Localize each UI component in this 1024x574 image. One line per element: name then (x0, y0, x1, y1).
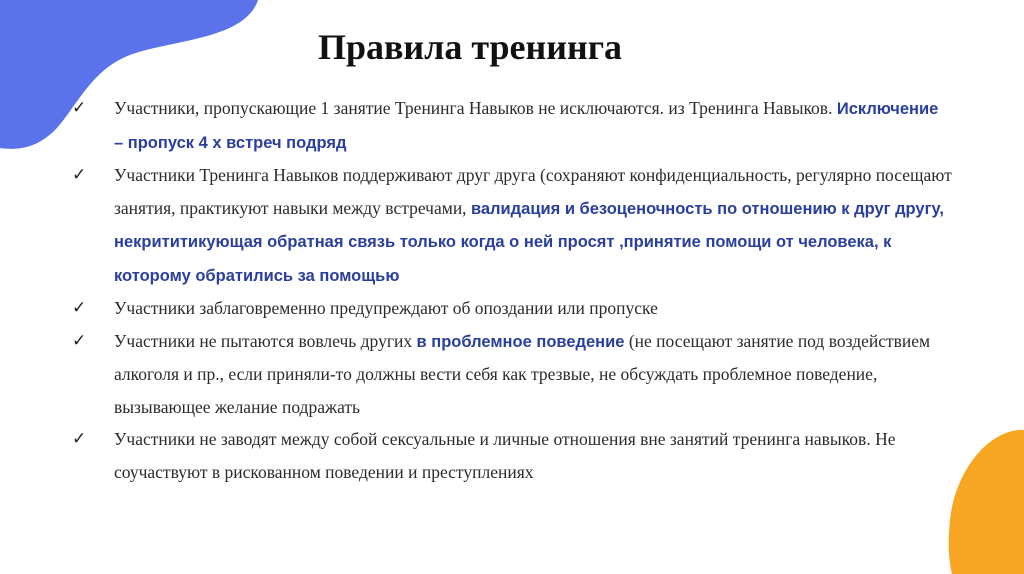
list-item (72, 325, 952, 424)
orange-blob-shape (949, 430, 1024, 574)
check-icon: ✓ (72, 165, 87, 185)
check-icon: ✓ (72, 330, 87, 351)
rule-highlight: Исключение – пропуск 4 х встреч подряд (114, 100, 939, 152)
list-item (72, 159, 952, 292)
rules-list (72, 92, 952, 488)
rule-highlight: в проблемное поведение (416, 332, 625, 351)
list-item (72, 92, 952, 159)
page-title: Правила тренинга (317, 27, 623, 67)
check-icon: ✓ (72, 298, 87, 318)
rule-highlight: валидация и безоценочность по отношению к друг другу, некрититикующая обратная связь только когда о ней просят ,принятие помощи от человека, к которому обратились за помощью (114, 199, 944, 285)
rule-text: Участники Тренинга Навыков поддерживают друг друга (сохраняют конфиденциальность, регулярно посещают занятия, практикуют навыки между встречами, (114, 165, 952, 218)
rule-text: Участники не пытаются вовлечь других (114, 330, 417, 351)
check-icon: ✓ (72, 429, 87, 449)
rule-text-continued: (не посещают занятие под воздействием алкоголя и пр., если приняли-то должны вести себя как трезвые, не обсуждать проблемное поведение, вызывающее желание подражать (114, 330, 931, 417)
rule-text: Участники заблаговременно предупреждают об опоздании или пропуске (114, 298, 658, 318)
rule-text: Участники не заводят между собой сексуальные и личные отношения вне занятий тренинга навыков. Не соучаствуют в рискованном поведении и преступлениях (114, 429, 896, 482)
list-item (72, 292, 952, 325)
list-item (72, 423, 952, 488)
rule-text: Участники, пропускающие 1 занятие Тренинга Навыков не исключаются. из Тренинга Навыков. (114, 98, 837, 118)
check-icon: ✓ (72, 98, 87, 118)
